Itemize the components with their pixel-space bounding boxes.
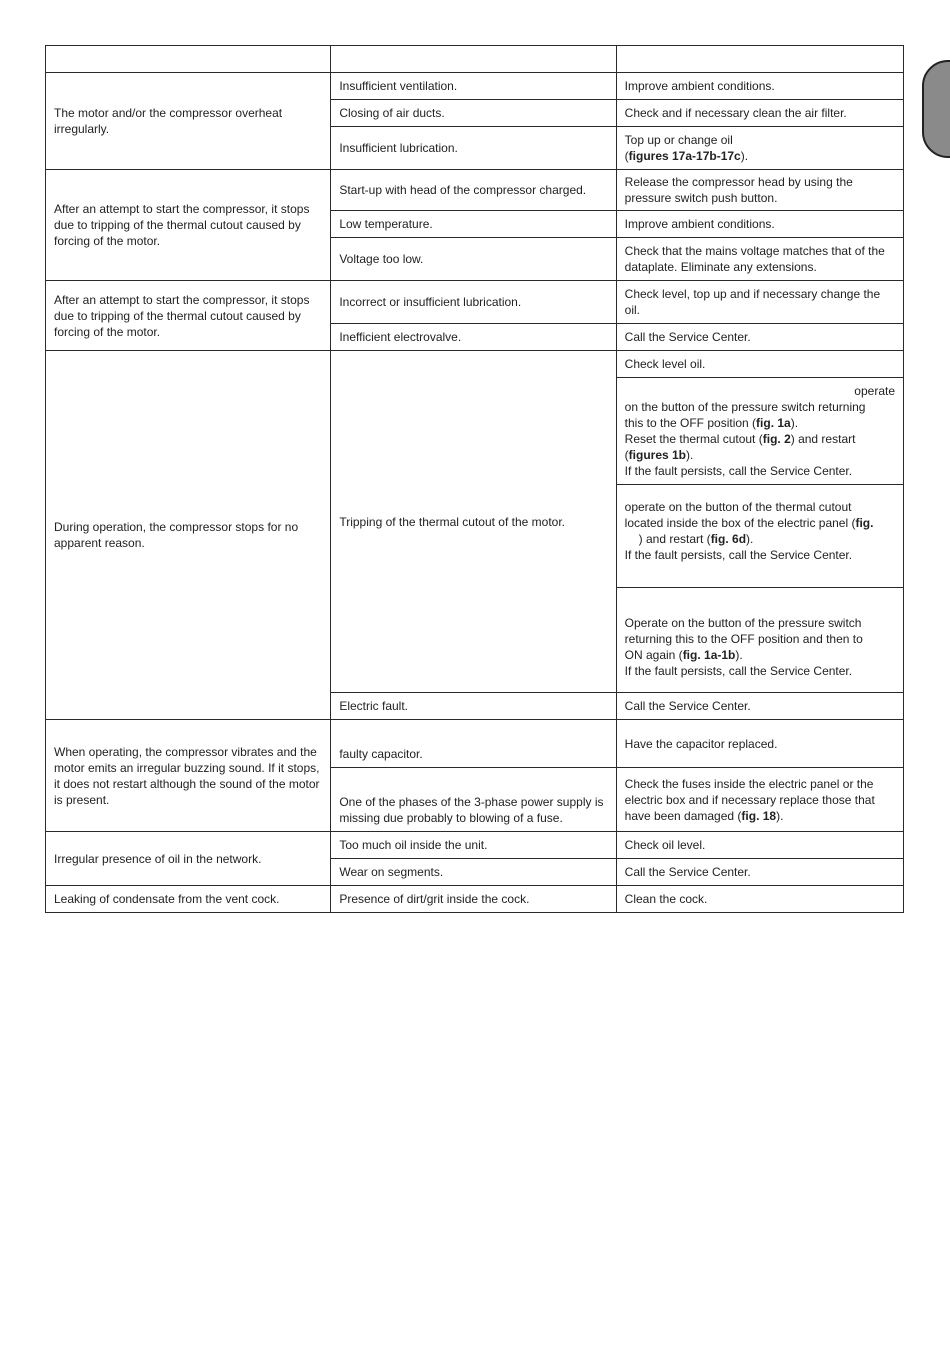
- remedy-cell: Check level oil.: [616, 351, 903, 378]
- remedy-cell: Improve ambient conditions.: [616, 211, 903, 238]
- remedy-line: (figures 1b).: [624, 448, 694, 462]
- page-edge-tab: [922, 60, 950, 158]
- remedy-cell: Check level, top up and if necessary change the oil.: [616, 281, 903, 324]
- table-header-row: [46, 46, 904, 73]
- fault-cell: During operation, the compressor stops for no apparent reason.: [46, 351, 331, 720]
- remedy-line: Operate on the button of the pressure switch: [624, 616, 862, 630]
- remedy-line: If the fault persists, call the Service Center.: [624, 464, 853, 478]
- figure-ref: figures 1b: [628, 448, 687, 462]
- figure-ref: figures 17a-17b-17c: [628, 149, 741, 163]
- cause-cell: Insufficient ventilation.: [331, 73, 616, 100]
- table-row: [46, 720, 904, 768]
- figure-ref: fig. 2: [762, 432, 791, 446]
- table-row: [46, 73, 904, 100]
- remedy-cell: Call the Service Center.: [616, 859, 903, 886]
- figure-ref: fig. 18: [741, 808, 777, 823]
- figure-ref: fig. 1a: [756, 416, 791, 430]
- figure-ref: fig. 6d: [710, 532, 747, 546]
- cause-cell: Voltage too low.: [331, 238, 616, 281]
- table-row: [46, 281, 904, 324]
- remedy-line: Top up or change oil: [624, 133, 733, 147]
- table-row: [46, 170, 904, 211]
- remedy-line: on the button of the pressure switch returning: [624, 400, 866, 414]
- remedy-cell: Check oil level.: [616, 832, 903, 859]
- cause-cell: Incorrect or insufficient lubrication.: [331, 281, 616, 324]
- header-fault: [46, 46, 331, 73]
- figure-ref: fig.: [855, 516, 874, 530]
- fault-cell: After an attempt to start the compressor, it stops due to tripping of the thermal cutout caused by forcing of the motor.: [46, 281, 331, 351]
- remedy-line: (figures 17a-17b-17c).: [624, 149, 749, 163]
- cause-cell: Closing of air ducts.: [331, 100, 616, 127]
- remedy-cell: Check that the mains voltage matches that of the dataplate. Eliminate any extensions.: [616, 238, 903, 281]
- remedy-line: operate: [854, 384, 895, 398]
- remedy-line: located inside the box of the electric panel (fig.: [624, 516, 874, 530]
- cause-cell: Presence of dirt/grit inside the cock.: [331, 886, 616, 913]
- remedy-cell: [616, 378, 903, 485]
- remedy-cell: [616, 485, 903, 588]
- cause-cell: Start-up with head of the compressor charged.: [331, 170, 616, 211]
- remedy-cell: Check the fuses inside the electric panel or the electric box and if necessary replace those that have been damaged (fig. 18).: [616, 768, 903, 832]
- fault-cell: After an attempt to start the compressor, it stops due to tripping of the thermal cutout caused by forcing of the motor.: [46, 170, 331, 281]
- header-remedy: [616, 46, 903, 73]
- remedy-line: If the fault persists, call the Service Center.: [624, 664, 853, 678]
- fault-cell: Irregular presence of oil in the network.: [46, 832, 331, 886]
- cause-cell: Electric fault.: [331, 693, 616, 720]
- remedy-cell: Improve ambient conditions.: [616, 73, 903, 100]
- cause-cell: Low temperature.: [331, 211, 616, 238]
- remedy-line: this to the OFF position (fig. 1a).: [624, 416, 799, 430]
- figure-ref: fig. 1a-1b: [682, 648, 736, 662]
- fault-cell: The motor and/or the compressor overheat irregularly.: [46, 73, 331, 170]
- remedy-line: operate on the button of the thermal cutout: [624, 500, 852, 514]
- remedy-line: ) and restart (fig. 6d).: [638, 532, 754, 546]
- remedy-cell: Clean the cock.: [616, 886, 903, 913]
- remedy-cell: Release the compressor head by using the pressure switch push button.: [616, 170, 903, 211]
- troubleshooting-table: [45, 45, 904, 913]
- cause-cell: faulty capacitor.: [331, 720, 616, 768]
- fault-cell: When operating, the compressor vibrates and the motor emits an irregular buzzing sound. If it stops, it does not restart although the sound of the motor is present.: [46, 720, 331, 832]
- remedy-line: returning this to the OFF position and then to: [624, 632, 863, 646]
- remedy-cell: [616, 588, 903, 693]
- cause-cell: One of the phases of the 3-phase power supply is missing due probably to blowing of a fuse.: [331, 768, 616, 832]
- remedy-cell: Call the Service Center.: [616, 693, 903, 720]
- header-cause: [331, 46, 616, 73]
- table-row: [46, 351, 904, 378]
- remedy-cell: Have the capacitor replaced.: [616, 720, 903, 768]
- cause-cell: Tripping of the thermal cutout of the motor.: [331, 351, 616, 693]
- remedy-line: ON again (fig. 1a-1b).: [624, 648, 743, 662]
- table-row: [46, 832, 904, 859]
- cause-cell: Inefficient electrovalve.: [331, 324, 616, 351]
- remedy-line: Reset the thermal cutout (fig. 2) and restart: [624, 432, 856, 446]
- cause-cell: Too much oil inside the unit.: [331, 832, 616, 859]
- cause-cell: Wear on segments.: [331, 859, 616, 886]
- remedy-cell: [616, 127, 903, 170]
- remedy-cell: Check and if necessary clean the air filter.: [616, 100, 903, 127]
- fault-cell: Leaking of condensate from the vent cock.: [46, 886, 331, 913]
- remedy-cell: Call the Service Center.: [616, 324, 903, 351]
- remedy-line: If the fault persists, call the Service Center.: [624, 548, 853, 562]
- cause-cell: Insufficient lubrication.: [331, 127, 616, 170]
- table-row: [46, 886, 904, 913]
